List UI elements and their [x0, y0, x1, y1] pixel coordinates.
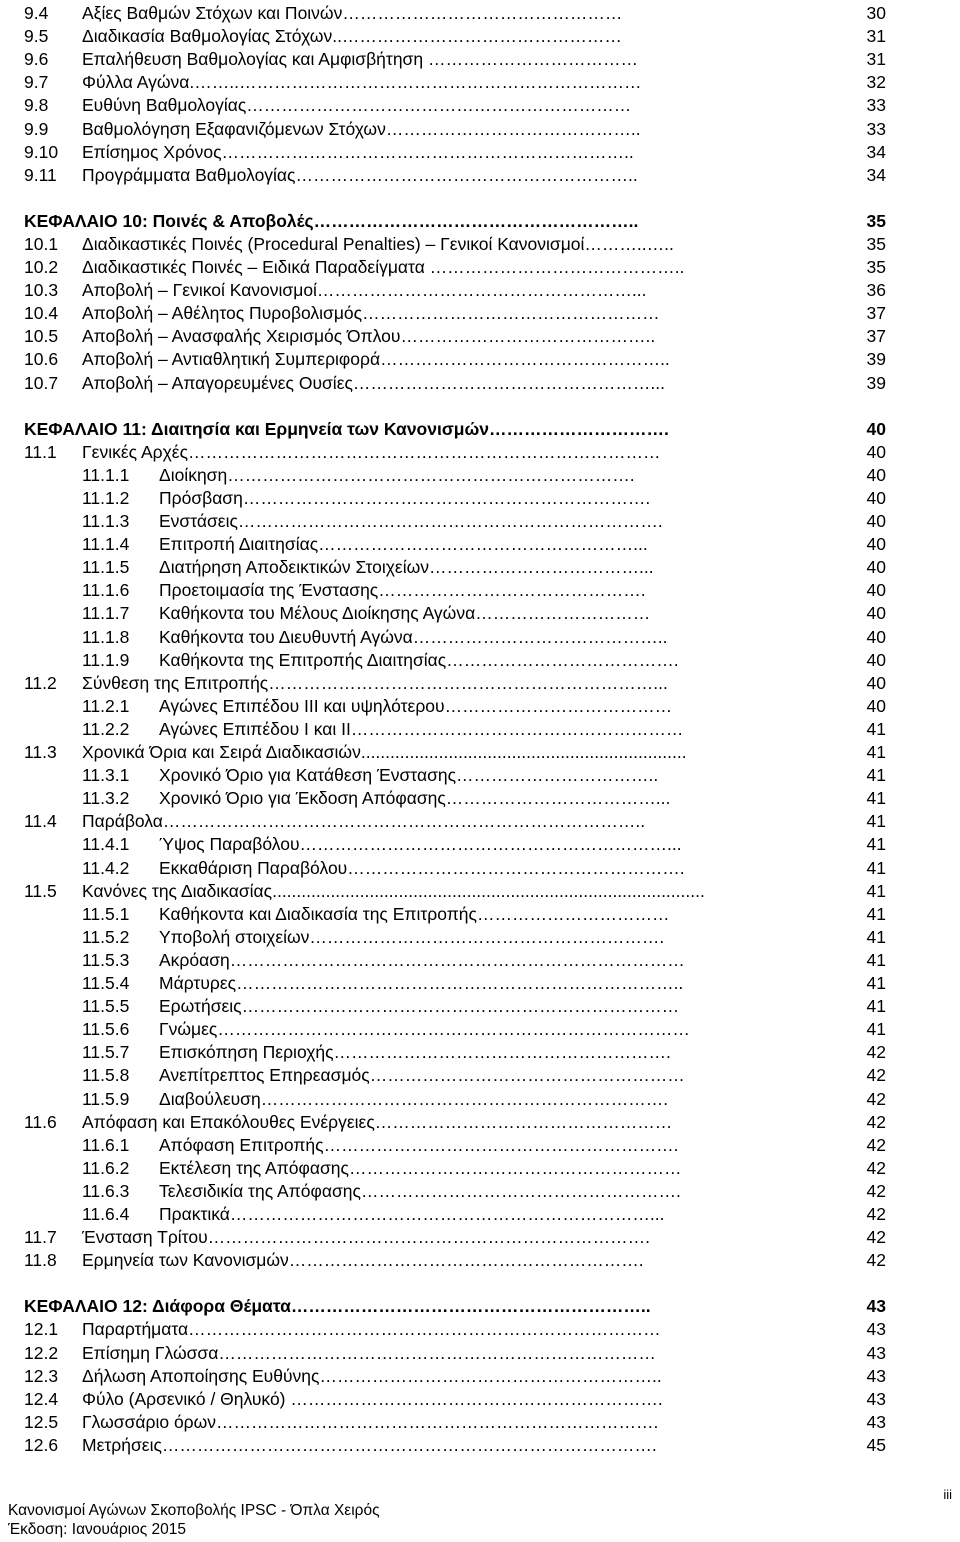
- toc-entry[interactable]: [24, 787, 886, 810]
- toc-entry-title: Επισκόπηση Περιοχής………………………………………………….: [159, 1042, 671, 1063]
- toc-entry-number: 9.5: [24, 26, 49, 47]
- toc-entry[interactable]: [24, 348, 886, 371]
- toc-entry-title: Ύψος Παραβόλου………………………………………………………...: [159, 834, 682, 855]
- toc-entry[interactable]: [24, 71, 886, 94]
- toc-entry-title: Καθήκοντα και Διαδικασία της Επιτροπής……………………………: [159, 903, 670, 924]
- toc-entry[interactable]: [24, 302, 886, 325]
- toc-entry-page: 41: [866, 718, 886, 739]
- toc-entry-number: 12.4: [24, 1388, 59, 1409]
- toc-entry-page: 42: [866, 1250, 886, 1271]
- toc-entry-title: Πρόσβαση…………………………………………………………….: [159, 487, 651, 508]
- toc-entry[interactable]: [24, 626, 886, 649]
- toc-entry-number: 11.1: [24, 441, 57, 462]
- toc-entry[interactable]: [24, 903, 886, 926]
- toc-entry[interactable]: [24, 464, 886, 487]
- toc-entry-page: 40: [866, 464, 886, 485]
- toc-entry-page: 39: [866, 349, 886, 370]
- toc-entry-page: 40: [866, 580, 886, 601]
- toc-entry-number: 11.4.2: [82, 857, 130, 878]
- toc-entry-title: Γνώμες………………………………………………………………………: [159, 1019, 690, 1040]
- toc-entry-page: 32: [866, 72, 886, 93]
- toc-entry[interactable]: [24, 164, 886, 187]
- toc-entry[interactable]: [24, 279, 886, 302]
- toc-entry-page: 31: [866, 49, 886, 70]
- toc-entry[interactable]: [24, 556, 886, 579]
- toc-entry-number: 11.5.3: [82, 949, 130, 970]
- toc-entry-title: Αποβολή – Γενικοί Κανονισμοί………………………………………………...: [82, 280, 647, 301]
- toc-entry-number: 11.4.1: [82, 834, 130, 855]
- toc-entry-title: Ακρόαση……………………………………………………………………: [159, 949, 685, 970]
- toc-entry-title: Επίσημη Γλώσσα…………………………………………………………………: [82, 1342, 656, 1363]
- toc-entry-title: Πρακτικά………………………………………………………………...: [159, 1204, 665, 1224]
- toc-entry-title: Τελεσιδικία της Απόφασης……………………………………………….: [159, 1180, 681, 1201]
- toc-entry-title: Επιτροπή Διαιτησίας………………………………………………...: [159, 534, 648, 555]
- toc-entry-number: 11.6.1: [82, 1134, 130, 1155]
- toc-entry-page: 41: [866, 811, 886, 832]
- toc-entry-title: Χρονικό Όριο για Έκδοση Απόφασης………………………………...: [159, 788, 671, 809]
- toc-entry-number: 12.5: [24, 1411, 59, 1432]
- toc-entry-page: 42: [866, 1134, 886, 1155]
- toc-entry-title: Επίσημος Χρόνος……………………………………………………………..: [82, 141, 634, 162]
- toc-entry-title: Απόφαση Επιτροπής…………………………………………………….: [159, 1134, 679, 1155]
- toc-entry-title: Προγράμματα Βαθμολογίας…………………………………………………..: [82, 164, 638, 185]
- toc-entry-title: Προετοιμασία της Ένστασης……………………………………….: [159, 580, 646, 601]
- toc-entry-number: 11.1.9: [82, 649, 130, 670]
- toc-entry-number: 11.1.1: [82, 464, 130, 485]
- toc-entry[interactable]: [24, 510, 886, 533]
- toc-entry[interactable]: [24, 1041, 886, 1064]
- toc-entry-title: Παράβολα………………………………………………………………………..: [82, 811, 646, 832]
- toc-entry-page: 35: [866, 210, 886, 231]
- toc-entry-number: 11.1.8: [82, 626, 130, 647]
- toc-entry-page: 41: [866, 857, 886, 878]
- toc-entry-page: 40: [866, 441, 886, 462]
- toc-entry-number: 10.6: [24, 349, 59, 370]
- toc-entry-page: 43: [866, 1342, 886, 1363]
- toc-entry-title: Αγώνες Επιπέδου Ι και ΙΙ…………………………………………………: [159, 718, 684, 739]
- toc-entry-number: 9.7: [24, 72, 49, 93]
- toc-entry-title: Ερμηνεία των Κανονισμών…………………………………………………….: [82, 1250, 644, 1271]
- toc-entry-page: 41: [866, 742, 886, 762]
- toc-entry-title: Εκτέλεση της Απόφασης…………………………………………………: [159, 1157, 682, 1178]
- toc-entry[interactable]: [24, 441, 886, 464]
- footer-edition: Έκδοση: Ιανουάριος 2015: [8, 1521, 186, 1538]
- toc-entry-number: 11.2: [24, 672, 57, 693]
- toc-entry-title: Ένσταση Τρίτου………………………………………………………………….: [82, 1227, 650, 1248]
- toc-entry[interactable]: [24, 1342, 886, 1365]
- toc-entry-page: 41: [866, 880, 886, 901]
- toc-entry[interactable]: [24, 141, 886, 164]
- toc-entry-page: 34: [866, 164, 886, 185]
- toc-entry-title: Διαδικαστικές Ποινές – Ειδικά Παραδείγματα ……………………………………..: [82, 257, 685, 277]
- page-number: iii: [943, 1487, 952, 1502]
- toc-entry-title: Καθήκοντα της Επιτροπής Διαιτησίας………………………………….: [159, 649, 679, 670]
- toc-entry-number: 11.5.2: [82, 926, 130, 947]
- toc-entry-title: Υποβολή στοιχείων…………………………………………………….: [159, 926, 665, 947]
- toc-entry-number: 11.5.5: [82, 996, 130, 1017]
- toc-entry-title: Αποβολή – Αθέλητος Πυροβολισμός……………………………………………: [82, 303, 660, 324]
- toc-entry[interactable]: [24, 372, 886, 395]
- toc-entry-page: 42: [866, 1157, 886, 1178]
- toc-entry-title: Απόφαση και Επακόλουθες Ενέργειες……………………………………………: [82, 1111, 673, 1132]
- toc-entry-page: 42: [866, 1065, 886, 1086]
- toc-entry[interactable]: [24, 1088, 886, 1111]
- toc-entry-page: 41: [866, 903, 886, 924]
- toc-entry-number: 11.5.9: [82, 1088, 130, 1109]
- toc-chapter-heading[interactable]: [24, 418, 886, 441]
- toc-entry-title: Χρονικό Όριο για Κατάθεση Ένστασης……………………………..: [159, 765, 659, 786]
- toc-entry[interactable]: [24, 533, 886, 556]
- toc-entry-number: 9.4: [24, 3, 49, 23]
- toc-entry-title: Αγώνες Επιπέδου ΙΙΙ και υψηλότερου…………………………………: [159, 695, 673, 716]
- toc-entry[interactable]: [24, 2, 886, 25]
- toc-entry-page: 35: [866, 233, 886, 254]
- toc-entry[interactable]: [24, 1064, 886, 1087]
- toc-entry[interactable]: [24, 233, 886, 256]
- toc-entry-number: 11.5: [24, 880, 57, 901]
- toc-entry-page: 43: [866, 1319, 886, 1340]
- toc-entry[interactable]: [24, 695, 886, 718]
- toc-entry-title: Δήλωση Αποποίησης Ευθύνης…………………………………………………..: [82, 1365, 662, 1386]
- toc-entry-page: 40: [866, 672, 886, 693]
- toc-entry-page: 37: [866, 326, 886, 347]
- toc-entry-title: Επαλήθευση Βαθμολογίας και Αμφισβήτηση ………………………………: [82, 49, 638, 70]
- toc-entry[interactable]: [24, 1018, 886, 1041]
- toc-entry-page: 43: [866, 1365, 886, 1386]
- toc-entry-number: 9.11: [24, 164, 57, 185]
- toc-entry-number: 11.7: [24, 1227, 57, 1248]
- toc-entry-number: 11.1.7: [82, 603, 130, 624]
- toc-entry-page: 41: [866, 996, 886, 1017]
- toc-entry-number: 11.1.6: [82, 580, 130, 601]
- toc-entry-number: 11.5.1: [82, 903, 130, 924]
- toc-entry[interactable]: [24, 1434, 886, 1457]
- toc-entry[interactable]: [24, 1249, 886, 1272]
- toc-entry-title: Αποβολή – Ανασφαλής Χειρισμός Όπλου……………………………………..: [82, 326, 656, 347]
- toc-entry-title: Μάρτυρες…………………………………………………………………..: [159, 973, 684, 993]
- toc-entry[interactable]: [24, 25, 886, 48]
- toc-entry-number: 10.1: [24, 233, 59, 254]
- toc-entry-number: 11.6.3: [82, 1180, 130, 1201]
- toc-entry-number: 11.1.5: [82, 557, 130, 578]
- toc-chapter-heading[interactable]: [24, 210, 886, 233]
- toc-entry-number: 10.7: [24, 372, 59, 393]
- toc-entry-number: 11.2.1: [82, 695, 130, 716]
- toc-entry-number: 11.5.6: [82, 1019, 130, 1040]
- toc-entry[interactable]: [24, 1226, 886, 1249]
- toc-entry-number: 11.6.2: [82, 1157, 130, 1178]
- toc-entry-number: 12.2: [24, 1342, 59, 1363]
- toc-entry-title: Αξίες Βαθμών Στόχων και Ποινών…………………………………………: [82, 3, 623, 23]
- toc-entry-page: 34: [866, 141, 886, 162]
- toc-entry[interactable]: [24, 672, 886, 695]
- toc-entry[interactable]: [24, 926, 886, 949]
- toc-entry[interactable]: [24, 741, 886, 764]
- toc-entry-number: 12.3: [24, 1365, 59, 1386]
- toc-entry[interactable]: [24, 1388, 886, 1411]
- toc-entry[interactable]: [24, 1411, 886, 1434]
- toc-entry-title: Διαβούλευση…………………………………………………………….: [159, 1088, 669, 1109]
- toc-entry[interactable]: [24, 857, 886, 880]
- toc-entry[interactable]: [24, 718, 886, 741]
- toc-entry[interactable]: [24, 1111, 886, 1134]
- toc-entry-title: ΚΕΦΑΛΑΙΟ 10: Ποινές & Αποβολές………………………………………………..: [24, 210, 639, 231]
- toc-entry-title: Χρονικά Όρια και Σειρά Διαδικασιών...................................................................: [82, 742, 687, 762]
- toc-entry-title: Ερωτήσεις…………………………………………………………………: [159, 996, 680, 1017]
- toc-entry-title: Ευθύνη Βαθμολογίας…………………………………………………………: [82, 95, 632, 116]
- toc-entry-page: 41: [866, 1019, 886, 1040]
- toc-entry[interactable]: [24, 256, 886, 279]
- toc-entry-title: Ανεπίτρεπτος Επηρεασμός………………………………………………: [159, 1065, 685, 1086]
- toc-entry[interactable]: [24, 764, 886, 787]
- toc-entry-number: 11.3: [24, 742, 57, 762]
- toc-entry-page: 35: [866, 257, 886, 277]
- toc-entry-title: Καθήκοντα του Μέλους Διοίκησης Αγώνα…………………………: [159, 603, 651, 624]
- toc-entry[interactable]: [24, 1203, 886, 1226]
- toc-entry-title: Εκκαθάριση Παραβόλου………………………………………………….: [159, 857, 685, 878]
- toc-entry-number: 11.5.8: [82, 1065, 130, 1086]
- toc-entry-title: Διοίκηση…………………………………………………………….: [159, 464, 635, 485]
- toc-entry-page: 40: [866, 626, 886, 647]
- toc-entry-page: 40: [866, 487, 886, 508]
- toc-entry-number: 10.2: [24, 257, 59, 277]
- toc-entry-title: Μετρήσεις………………………………………………………………………….: [82, 1434, 657, 1455]
- toc-entry[interactable]: [24, 325, 886, 348]
- toc-entry-title: Φύλο (Αρσενικό / Θηλυκό) ……………………………………………………….: [82, 1388, 663, 1409]
- toc-entry[interactable]: [24, 972, 886, 995]
- toc-entry-number: 9.10: [24, 141, 59, 162]
- toc-entry-number: 11.8: [24, 1250, 57, 1271]
- toc-entry-number: 12.1: [24, 1319, 59, 1340]
- toc-entry-title: Ενστάσεις……………………………………………………………….: [159, 511, 663, 531]
- toc-entry-page: 41: [866, 949, 886, 970]
- toc-entry-page: 33: [866, 118, 886, 139]
- toc-entry-title: Φύλλα Αγώνα.……..……………………………………………………………: [82, 72, 642, 93]
- toc-entry[interactable]: [24, 602, 886, 625]
- toc-entry[interactable]: [24, 94, 886, 117]
- toc-entry-page: 36: [866, 280, 886, 301]
- toc-entry-page: 43: [866, 1388, 886, 1409]
- toc-entry-title: Αποβολή – Απαγορευμένες Ουσίες……………………………………………...: [82, 372, 666, 393]
- toc-entry-title: Διαδικασία Βαθμολογίας Στόχων..…………………………………………: [82, 26, 622, 47]
- toc-entry-page: 39: [866, 372, 886, 393]
- toc-entry-title: Αποβολή – Αντιαθλητική Συμπεριφορά…………………………………………..: [82, 349, 670, 370]
- toc-entry-page: 33: [866, 95, 886, 116]
- toc-entry-page: 31: [866, 26, 886, 47]
- toc-entry[interactable]: [24, 1180, 886, 1203]
- toc-entry-page: 42: [866, 1180, 886, 1201]
- toc-entry-page: 43: [866, 1296, 886, 1317]
- toc-entry[interactable]: [24, 1157, 886, 1180]
- toc-entry-title: Διατήρηση Αποδεικτικών Στοιχείων………………………………...: [159, 557, 654, 578]
- toc-entry-page: 40: [866, 511, 886, 531]
- toc-entry-page: 42: [866, 1042, 886, 1063]
- toc-entry-number: 10.3: [24, 280, 59, 301]
- toc-entry-page: 40: [866, 695, 886, 716]
- toc-entry-page: 41: [866, 765, 886, 786]
- toc-entry-number: 9.9: [24, 118, 49, 139]
- toc-entry[interactable]: [24, 833, 886, 856]
- toc-entry-page: 40: [866, 603, 886, 624]
- toc-entry-page: 40: [866, 418, 886, 439]
- toc-entry-number: 10.5: [24, 326, 59, 347]
- toc-entry[interactable]: [24, 880, 886, 903]
- toc-entry[interactable]: [24, 579, 886, 602]
- toc-entry-page: 42: [866, 1111, 886, 1132]
- toc-entry-number: 10.4: [24, 303, 59, 324]
- toc-entry-title: Γλωσσάριο όρων………………………………………………………………….: [82, 1411, 659, 1432]
- toc-entry-page: 37: [866, 303, 886, 324]
- toc-entry-page: 43: [866, 1411, 886, 1432]
- toc-entry-number: 11.1.2: [82, 487, 130, 508]
- toc-entry[interactable]: [24, 1134, 886, 1157]
- toc-entry[interactable]: [24, 118, 886, 141]
- toc-entry-page: 41: [866, 973, 886, 993]
- toc-entry-page: 40: [866, 557, 886, 578]
- toc-entry[interactable]: [24, 1365, 886, 1388]
- toc-entry-page: 30: [866, 3, 886, 23]
- toc-entry-title: ΚΕΦΑΛΑΙΟ 11: Διαιτησία και Ερμηνεία των Κανονισμών………………………….: [24, 418, 669, 439]
- toc-entry-number: 11.5.4: [82, 973, 130, 993]
- toc-entry-number: 11.6.4: [82, 1204, 130, 1224]
- toc-entry-title: Σύνθεση της Επιτροπής…………………………………………………………...: [82, 672, 668, 693]
- toc-entry-number: 12.6: [24, 1434, 59, 1455]
- toc-entry-number: 11.3.1: [82, 765, 130, 786]
- toc-entry-title: Γενικές Αρχές………………………………………………………………………: [82, 441, 661, 462]
- toc-entry-title: Διαδικαστικές Ποινές (Procedural Penalties) – Γενικοί Κανονισμοί………..…..: [82, 233, 674, 254]
- toc-entry-title: ΚΕΦΑΛΑΙΟ 12: Διάφορα Θέματα……………………………………………………..: [24, 1296, 651, 1317]
- toc-entry-page: 42: [866, 1088, 886, 1109]
- toc-entry[interactable]: [24, 995, 886, 1018]
- toc-entry[interactable]: [24, 48, 886, 71]
- toc-entry-page: 40: [866, 649, 886, 670]
- toc-entry-number: 11.1.4: [82, 534, 130, 555]
- toc-entry-number: 11.1.3: [82, 511, 130, 531]
- toc-entry[interactable]: [24, 1318, 886, 1341]
- toc-entry-page: 41: [866, 926, 886, 947]
- toc-entry-number: 11.6: [24, 1111, 57, 1132]
- toc-entry-number: 9.6: [24, 49, 49, 70]
- toc-entry[interactable]: [24, 810, 886, 833]
- toc-entry-title: Καθήκοντα του Διευθυντή Αγώνα……………………………………..: [159, 626, 668, 647]
- toc-entry-title: Κανόνες της Διαδικασίας.........................................................................................: [82, 880, 705, 901]
- toc-entry-title: Παραρτήματα………………………………………………………………………: [82, 1319, 661, 1340]
- toc-entry-page: 40: [866, 534, 886, 555]
- toc-entry-page: 45: [866, 1434, 886, 1455]
- toc-chapter-heading[interactable]: [24, 1295, 886, 1318]
- toc-entry-page: 41: [866, 834, 886, 855]
- toc-entry-number: 11.4: [24, 811, 57, 832]
- toc-entry-page: 42: [866, 1204, 886, 1224]
- toc-entry-number: 11.5.7: [82, 1042, 130, 1063]
- footer-document-title: Κανονισμοί Αγώνων Σκοποβολής IPSC - Όπλα Χειρός: [8, 1502, 380, 1519]
- toc-entry-title: Βαθμολόγηση Εξαφανιζόμενων Στόχων……………………………………..: [82, 118, 641, 139]
- toc-entry-number: 11.2.2: [82, 718, 130, 739]
- toc-entry[interactable]: [24, 487, 886, 510]
- toc-entry-number: 9.8: [24, 95, 49, 116]
- toc-entry[interactable]: [24, 949, 886, 972]
- toc-entry-number: 11.3.2: [82, 788, 130, 809]
- toc-entry-page: 41: [866, 788, 886, 809]
- toc-entry-page: 42: [866, 1227, 886, 1248]
- toc-entry[interactable]: [24, 649, 886, 672]
